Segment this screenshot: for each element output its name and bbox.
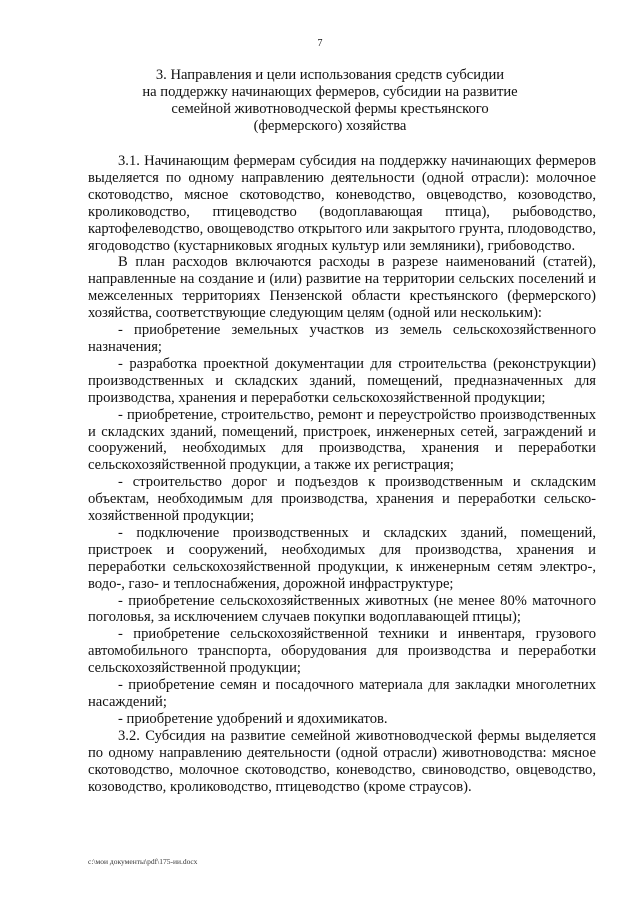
paragraph-expense-plan: В план расходов включаются расходы в разрезе наименований (статей), направленные на создание и (или) развитие на территории сельских поселений и межселенных территориях Пензенской области крестьянского (фермерского) хозяйства, соответствующие следующим целям (одной или нескольким):: [88, 254, 596, 322]
list-item-construction: - приобретение, строительство, ремонт и переустройство производственных и складских зданий, помещений, пристроек, инженерных сетей, заграждений и сооружений, необходимых для производства, хранения и переработки сельскохозяйственной продукции, а также их регистрация;: [88, 406, 596, 474]
list-item-roads: - строительство дорог и подъездов к производственным и складским объектам, необходимым для производства, хранения и переработки сельскохозяйственной продукции;: [88, 474, 596, 525]
list-item-machinery: - приобретение сельскохозяйственной техники и инвентаря, грузового автомобильного транспорта, оборудования для производства и переработки сельскохозяйственной продукции;: [88, 626, 596, 677]
list-item-project-docs: - разработка проектной документации для строительства (реконструкции) производственных и складских зданий, помещений, предназначенных для производства, хранения и переработки сельскохозяйственной продукции;: [88, 355, 596, 406]
list-item-animals: - приобретение сельскохозяйственных животных (не менее 80% маточного поголовья, за исключением случаев покупки водоплавающей птицы);: [88, 592, 596, 626]
list-item-fertilizers: - приобретение удобрений и ядохимикатов.: [118, 710, 388, 727]
section-title-line: 3. Направления и цели использования средств субсидии: [155, 67, 505, 83]
section-title-line: семейной животноводческой фермы крестьянского: [171, 101, 489, 117]
section-title: [110, 67, 550, 135]
section-title-line: (фермерского) хозяйства: [253, 118, 407, 134]
list-item-seeds: - приобретение семян и посадочного материала для закладки многолетних насаждений;: [88, 677, 596, 710]
paragraph-3-2: 3.2. Субсидия на развитие семейной животноводческой фермы выделяется по одному направлению деятельности (одной отрасли) животноводства: мясное скотоводство, молочное скотоводство, коневодство, свиноводство, овцеводство, козоводство, кролиководство, птицеводство (кроме страусов).: [88, 727, 596, 795]
section-title-line: на поддержку начинающих фермеров, субсидии на развитие: [142, 84, 518, 100]
list-item-land: - приобретение земельных участков из земель сельскохозяйственного назначения;: [88, 322, 596, 355]
document-body: [88, 153, 596, 795]
list-item-utilities: - подключение производственных и складских зданий, помещений, пристроек и сооружений, необходимых для производства, хранения и переработки сельскохозяйственной продукции, к инженерным сетям электро-, водо-, газо- и теплоснабжения, дорожной инфраструктуре;: [88, 524, 596, 592]
footer-file-path: c:\мои документы\pdf\175-ии.docx: [88, 857, 198, 866]
paragraph-3-1: 3.1. Начинающим фермерам субсидия на поддержку начинающих фермеров выделяется по одному направлению деятельности (одной отрасли): молочное скотоводство, мясное скотоводство, коневодство, овцеводство, козоводство, кролиководство, птицеводство (водоплавающая птица), рыбоводство, картофелеводство, овощеводство открытого или закрытого грунта, плодоводство, ягодоводство (кустарниковых ягодных культур или земляники), грибоводство.: [88, 153, 596, 254]
page-number: 7: [317, 38, 323, 49]
